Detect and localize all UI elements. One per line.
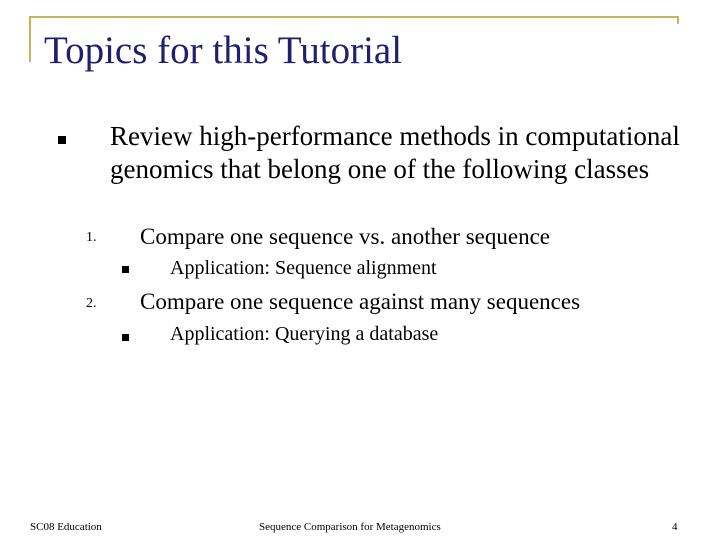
item-number: 1.: [86, 230, 97, 245]
footer-center-text: Sequence Comparison for Metagenomics: [259, 521, 441, 533]
sub-item-text: Application: Querying a database: [170, 323, 439, 345]
slide-title: Topics for this Tutorial: [44, 29, 403, 72]
square-bullet-icon: [122, 266, 129, 273]
item-text: Compare one sequence vs. another sequence: [140, 224, 551, 249]
item-text: Compare one sequence against many sequences: [140, 289, 581, 314]
square-bullet-icon: [122, 334, 129, 341]
page-number: 4: [672, 521, 678, 533]
main-bullet-text: Review high-performance methods in computational genomics that belong one of the following classes: [110, 121, 680, 184]
footer-left-text: SC08 Education: [30, 521, 102, 533]
square-bullet-icon: [58, 136, 66, 144]
decorative-horizontal-line: [29, 16, 679, 18]
item-number: 2.: [86, 296, 97, 311]
decorative-tick: [677, 16, 679, 24]
sub-item-text: Application: Sequence alignment: [170, 257, 437, 279]
decorative-vertical-line: [29, 16, 31, 62]
